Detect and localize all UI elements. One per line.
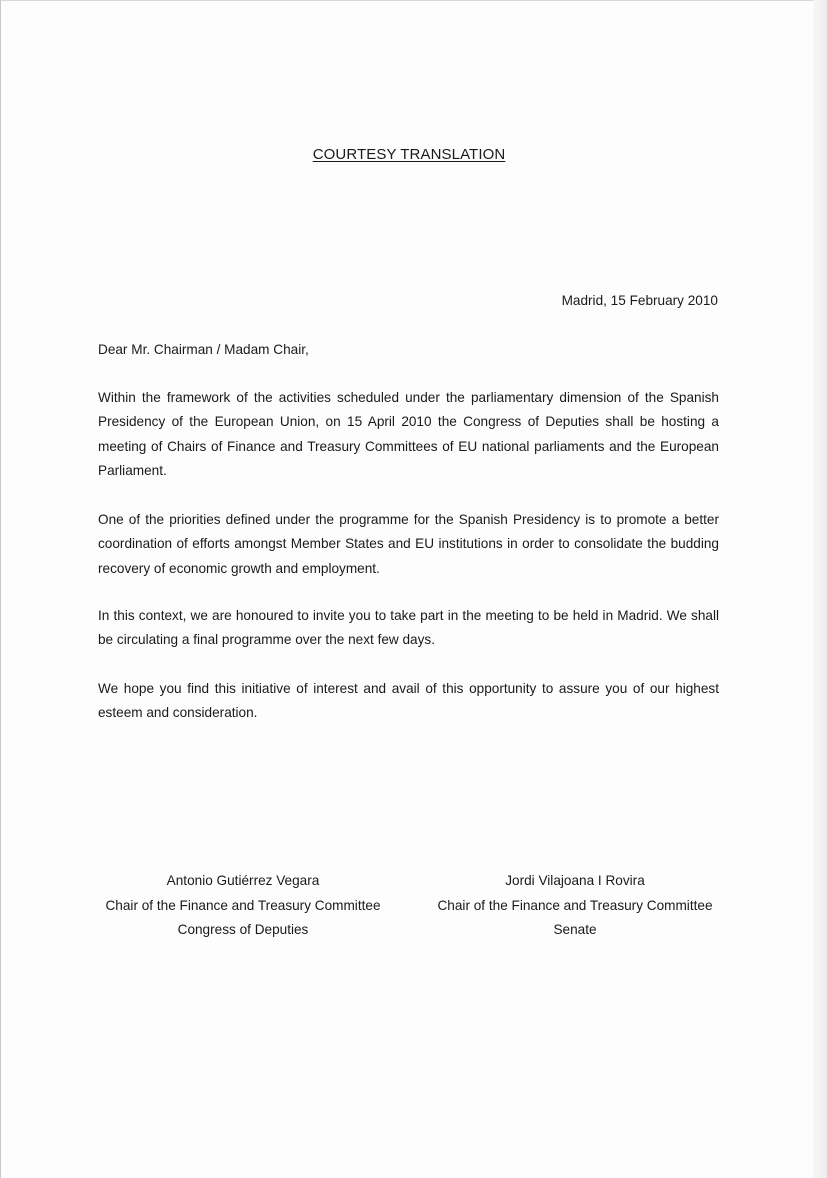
signature-block-left <box>93 869 393 943</box>
signatory-institution: Congress of Deputies <box>177 922 309 937</box>
body-paragraph-1: Within the framework of the activities scheduled under the parliamentary dimension of the Spanish Presidency of the European Union, on 15 April 2010 the Congress of Deputies shall be hosting a meeting of Chairs of Finance and Treasury Committees of EU national parliaments and the European Parliament. <box>98 390 719 478</box>
letter-date: Madrid, 15 February 2010 <box>561 293 718 308</box>
signatory-position: Chair of the Finance and Treasury Committee <box>105 897 381 913</box>
signatory-name: Antonio Gutiérrez Vegara <box>166 873 320 888</box>
salutation: Dear Mr. Chairman / Madam Chair, <box>98 342 309 357</box>
signatory-position: Chair of the Finance and Treasury Committee <box>437 897 713 913</box>
document-title: COURTESY TRANSLATION <box>312 146 506 163</box>
body-paragraph-4: We hope you find this initiative of interest and avail of this opportunity to assure you of our highest esteem and consideration. <box>98 681 719 721</box>
signatory-name: Jordi Vilajoana I Rovira <box>505 873 645 888</box>
scan-edge <box>813 0 827 1178</box>
signatory-institution: Senate <box>553 922 597 937</box>
body-paragraph-3: In this context, we are honoured to invite you to take part in the meeting to be held in Madrid. We shall be circulating a final programme over the next few days. <box>98 608 719 648</box>
signature-block-right <box>425 869 725 943</box>
body-paragraph-2: One of the priorities defined under the programme for the Spanish Presidency is to promote a better coordination of efforts amongst Member States and EU institutions in order to consolidate the budding recovery of economic growth and employment. <box>98 512 719 576</box>
